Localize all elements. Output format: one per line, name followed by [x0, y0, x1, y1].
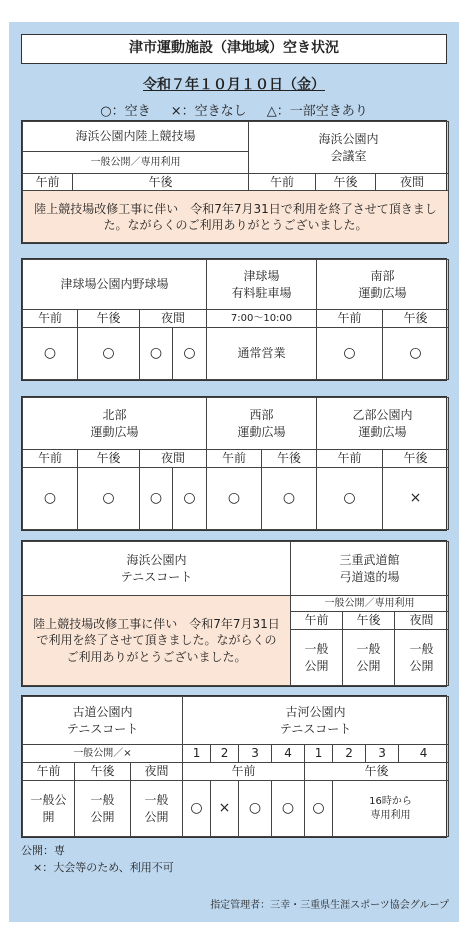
facility-name: 古河公園内 テニスコート: [183, 697, 449, 745]
status-cell: 通常営業: [207, 328, 317, 380]
period-label: 午前: [23, 174, 73, 191]
court-number: 2: [211, 745, 239, 763]
closure-notice: 陸上競技場改修工事に伴い 令和7年7月31日で利用を終了させて頂きました。ながらくのご利用ありがとうございました。: [23, 596, 291, 686]
period-label: 夜間: [395, 612, 449, 630]
status-cell: ○: [140, 328, 173, 380]
facility-subtitle: 一般公開／専用利用: [291, 596, 449, 612]
period-label: 午後: [343, 612, 395, 630]
facility-name: 三重武道館 弓道遠的場: [291, 542, 449, 596]
court-number: 1: [183, 745, 211, 763]
court-number: 4: [399, 745, 449, 763]
period-label: 午前: [317, 310, 383, 328]
schedule-board: [9, 22, 459, 922]
section-seaside-stadium: [21, 120, 447, 244]
period-label: 午後: [316, 174, 376, 191]
status-cell: ×: [211, 781, 239, 837]
period-label: 午後: [78, 310, 140, 328]
facility-name: 古道公園内 テニスコート: [23, 697, 183, 745]
status-cell: 一般 公開: [291, 630, 343, 686]
status-cell: ○: [173, 468, 207, 530]
manager-credit: 指定管理者：三幸・三重県生涯スポーツ協会グループ: [210, 900, 449, 911]
status-cell: 一般公 開: [23, 781, 75, 837]
status-cell: 16時から 専用利用: [333, 781, 449, 837]
court-number: 3: [239, 745, 272, 763]
facility-name: 津球場 有料駐車場: [207, 260, 317, 310]
facility-subtitle: 一般公開／専用利用: [23, 152, 249, 174]
period-label: 午前: [23, 763, 75, 781]
facility-subtitle: 一般公開／×: [23, 745, 183, 763]
court-number: 4: [272, 745, 305, 763]
period-label: 午前: [207, 450, 262, 468]
period-label: 午後: [305, 763, 449, 781]
status-cell: ○: [140, 468, 173, 530]
legend-partial: △：一部空きあり: [266, 104, 368, 119]
page-title: 津市運動施設（津地域）空き状況: [21, 34, 447, 64]
period-label: 午前: [291, 612, 343, 630]
section-fields: [21, 396, 447, 531]
status-cell: ○: [183, 781, 211, 837]
status-cell: 一般 公開: [75, 781, 131, 837]
status-cell: ○: [207, 468, 262, 530]
facility-name: 西部 運動広場: [207, 398, 317, 450]
period-label: 午後: [383, 310, 449, 328]
closure-notice: 陸上競技場改修工事に伴い 令和7年7月31日で利用を終了させて頂きました。ながらくのご利用ありがとうございました。: [23, 191, 449, 243]
facility-name: 乙部公園内 運動広場: [317, 398, 449, 450]
period-label: 午前: [317, 450, 383, 468]
facility-name: 海浜公園内陸上競技場: [23, 122, 249, 152]
period-label: 夜間: [376, 174, 449, 191]
status-cell: ○: [383, 328, 449, 380]
period-label: 午後: [78, 450, 140, 468]
footnote-unavailable: ×：大会等のため、利用不可: [33, 861, 174, 874]
period-label: 夜間: [140, 310, 207, 328]
footnote-public: 公開：専: [21, 844, 65, 857]
facility-name: 海浜公園内 会議室: [249, 122, 449, 174]
court-number: 1: [305, 745, 333, 763]
court-number: 3: [366, 745, 399, 763]
legend-available: ○：空き: [100, 104, 151, 119]
status-cell: ×: [383, 468, 449, 530]
period-label: 午後: [262, 450, 317, 468]
legend-unavailable: ×：空きなし: [170, 104, 247, 119]
status-cell: ○: [23, 468, 78, 530]
facility-name: 北部 運動広場: [23, 398, 207, 450]
status-cell: ○: [272, 781, 305, 837]
status-cell: ○: [78, 328, 140, 380]
status-cell: ○: [173, 328, 207, 380]
period-label: 午前: [23, 310, 78, 328]
status-cell: ○: [262, 468, 317, 530]
period-label: 午前: [183, 763, 305, 781]
status-cell: ○: [23, 328, 78, 380]
status-cell: 一般 公開: [343, 630, 395, 686]
period-label: 7:00～10:00: [207, 310, 317, 328]
period-label: 午前: [249, 174, 316, 191]
court-number: 2: [333, 745, 366, 763]
period-label: 午前: [23, 450, 78, 468]
period-label: 午後: [383, 450, 449, 468]
section-tennis-courts: [21, 695, 447, 838]
status-cell: 一般 公開: [395, 630, 449, 686]
status-cell: ○: [78, 468, 140, 530]
status-cell: ○: [317, 468, 383, 530]
period-label: 午後: [75, 763, 131, 781]
status-cell: 一般 公開: [131, 781, 183, 837]
period-label: 午後: [73, 174, 249, 191]
facility-name: 海浜公園内 テニスコート: [23, 542, 291, 596]
status-cell: ○: [317, 328, 383, 380]
date-heading: 令和７年１０月１０日（金）: [143, 77, 325, 93]
section-tennis-archery: [21, 540, 447, 687]
facility-name: 津球場公園内野球場: [23, 260, 207, 310]
legend: [9, 100, 459, 119]
section-tsu-ballpark: [21, 258, 447, 381]
facility-name: 南部 運動広場: [317, 260, 449, 310]
period-label: 夜間: [131, 763, 183, 781]
status-cell: ○: [305, 781, 333, 837]
period-label: 夜間: [140, 450, 207, 468]
status-cell: ○: [239, 781, 272, 837]
